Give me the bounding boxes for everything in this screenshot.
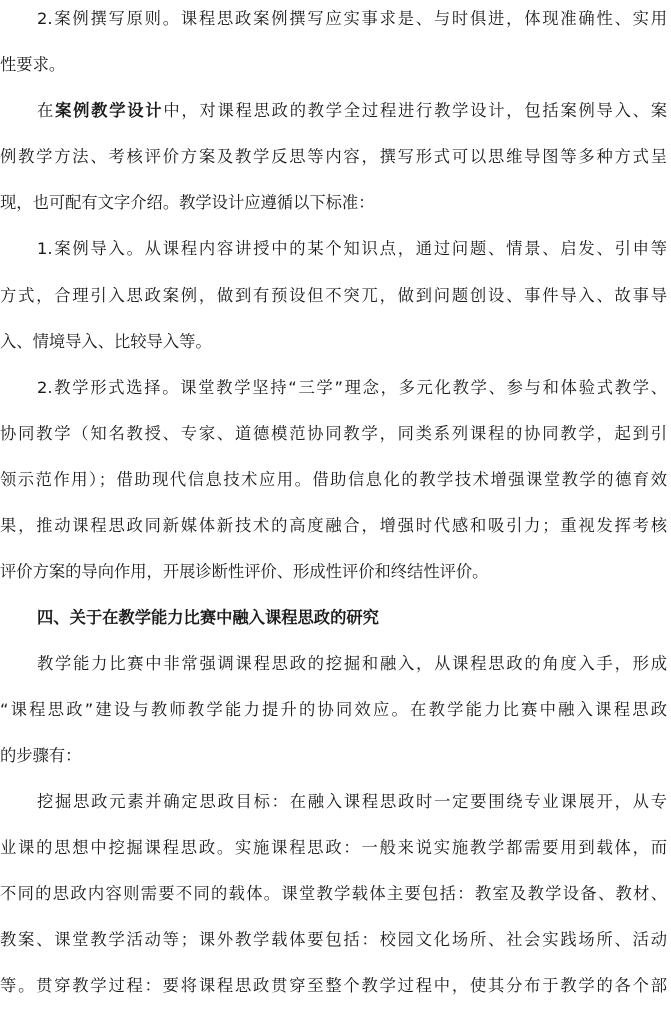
design-intro-prefix: 在 xyxy=(37,101,56,120)
section4-para2-line-3: 不同的思政内容则需要不同的载体。课堂教学载体主要包括：教室及教学设备、教材、 xyxy=(0,884,667,903)
principle2-line-1: 2.案例撰写原则。课程思政案例撰写应实事求是、与时俱进，体现准确性、实用 xyxy=(37,9,667,28)
design-intro-line-3: 现，也可配有文字介绍。教学设计应遵循以下标准： xyxy=(0,193,375,212)
section4-para2-line-5: 等。贯穿教学过程：要将课程思政贯穿至整个教学过程中，使其分布于教学的各个部 xyxy=(0,976,667,995)
standard2-line-2: 协同教学（知名教授、专家、道德模范协同教学，同类系列课程的协同教学，起到引 xyxy=(0,424,667,443)
section4-para2-line-2: 业课的思想中挖掘课程思政。实施课程思政：一般来说实施教学都需要用到载体，而 xyxy=(0,838,667,857)
standard1-line-2: 方式，合理引入思政案例，做到有预设但不突兀，做到问题创设、事件导入、故事导 xyxy=(0,286,667,305)
standard1-line-1: 1.案例导入。从课程内容讲授中的某个知识点，通过问题、情景、启发、引申等 xyxy=(37,239,667,258)
section4-para2-line-4: 教案、课堂教学活动等；课外教学载体要包括：校园文化场所、社会实践场所、活动 xyxy=(0,930,667,949)
section4-para1-line-2: “课程思政”建设与教师教学能力提升的协同效应。在教学能力比赛中融入课程思政 xyxy=(0,700,667,719)
standard2-line-4: 果，推动课程思政同新媒体新技术的高度融合，增强时代感和吸引力；重视发挥考核 xyxy=(0,516,667,535)
design-intro-line-2: 例教学方法、考核评价方案及教学反思等内容，撰写形式可以思维导图等多种方式呈 xyxy=(0,147,667,166)
design-intro-line-1-rest: 中，对课程思政的教学全过程进行教学设计，包括案例导入、案 xyxy=(163,101,667,120)
standard2-line-3: 领示范作用）；借助现代信息技术应用。借助信息化的教学技术增强课堂教学的德育效 xyxy=(0,470,667,489)
section4-para1-line-3: 的步骤有： xyxy=(0,746,82,765)
design-intro-bold-term: 案例教学设计 xyxy=(55,101,164,120)
section4-para1-line-1: 教学能力比赛中非常强调课程思政的挖掘和融入，从课程思政的角度入手，形成 xyxy=(37,654,667,673)
standard2-line-5: 评价方案的导向作用，开展诊断性评价、形成性评价和终结性评价。 xyxy=(0,562,489,581)
section-4-heading: 四、关于在教学能力比赛中融入课程思政的研究 xyxy=(37,608,379,627)
standard2-line-1: 2.教学形式选择。课堂教学坚持“三学”理念，多元化教学、参与和体验式教学、 xyxy=(37,378,667,397)
standard1-line-3: 入、情境导入、比较导入等。 xyxy=(0,332,212,351)
design-intro-line-1 xyxy=(37,96,667,126)
section4-para2-line-1: 挖掘思政元素并确定思政目标：在融入课程思政时一定要围绕专业课展开，从专 xyxy=(37,792,667,811)
principle2-line-2: 性要求。 xyxy=(0,55,66,74)
